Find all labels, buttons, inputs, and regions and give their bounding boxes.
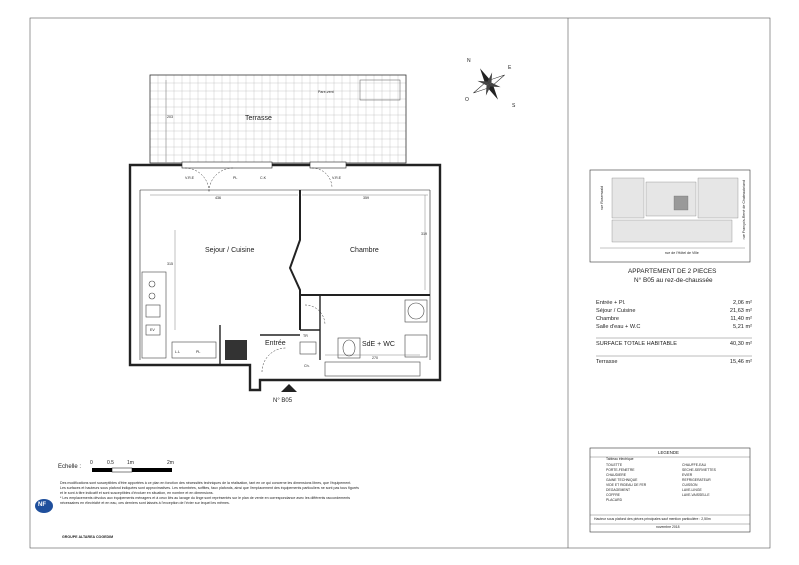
room-sde: SdE + WC — [362, 341, 395, 348]
dim-436: 436 — [215, 196, 221, 200]
compass-e: E — [508, 65, 512, 71]
note-line: Des modifications sont susceptibles d'être apportées à ce plan en fonction des nécessités techniques de la réalisation, tant en ce qui concerne les dimensions libres, que l'équipement. — [60, 481, 352, 485]
legend-title: LEGENDE — [658, 450, 679, 455]
area-row — [596, 308, 752, 316]
area-row — [596, 300, 752, 308]
legend — [590, 448, 750, 532]
room-chambre: Chambre — [350, 247, 379, 254]
area-value: 2,06 m² — [733, 300, 752, 306]
legend-right-item: LAVE-LINGE — [682, 488, 702, 492]
label-pare-vent: Pare-vent — [318, 90, 334, 94]
total-row — [596, 341, 752, 349]
dim-359: 359 — [363, 196, 369, 200]
label-vr-2: V.R.E — [332, 176, 342, 180]
compass-s: S — [512, 103, 516, 109]
label-tr: TR — [303, 334, 308, 338]
apartment-walls — [130, 165, 440, 390]
street-right: rue François-René de Chateaubriand — [742, 180, 746, 240]
dim-319: 319 — [421, 232, 427, 236]
label-vr-1: V.R.E — [185, 176, 195, 180]
room-terrasse: Terrasse — [245, 115, 272, 122]
scale-tick-0: 0 — [90, 460, 93, 466]
label-ch: Ch. — [304, 364, 310, 368]
location-map-blocks — [612, 178, 738, 242]
scale-bar — [92, 468, 172, 472]
window-openings — [182, 162, 346, 168]
apartment-lot: N° B05 au rez-de-chaussée — [634, 277, 713, 284]
scale-tick-05: 0.5 — [107, 460, 114, 466]
note-line: et le sont à titre indicatif et sont susceptibles d'évoluer en situation, en nombre et en dimensions. — [60, 491, 214, 495]
scale-tick-1m: 1m — [127, 460, 134, 466]
total-label: SURFACE TOTALE HABITABLE — [596, 341, 678, 347]
brand-footer: GROUPE ALTAREA COGEDIM — [62, 535, 114, 539]
compass-o: O — [465, 97, 469, 103]
legend-left-item: GAINE TECHNIQUE — [606, 478, 638, 482]
area-label: Salle d'eau + W.C — [596, 324, 641, 330]
room-sejour: Sejour / Cuisine — [205, 247, 255, 254]
area-value: 5,21 m² — [733, 324, 752, 330]
legend-left-item: COFFRE — [606, 493, 620, 497]
legend-right-item: SECHE-SERVIETTES — [682, 468, 716, 472]
legend-right-item: EVIER — [682, 473, 693, 477]
disclaimer-notes — [60, 481, 500, 506]
total-value: 40,30 m² — [729, 341, 752, 347]
legend-date: novembre 2018 — [656, 525, 680, 529]
nf-logo-text: NF — [38, 502, 46, 508]
entrance-arrow — [281, 384, 297, 392]
area-label: Chambre — [596, 316, 620, 322]
dim-270: 270 — [372, 356, 378, 360]
legend-header: Tableau électrique — [606, 457, 634, 461]
legend-left-item: PORTE-FENETRE — [606, 468, 635, 472]
door-swings — [185, 168, 332, 372]
dim-203: 203 — [167, 115, 173, 119]
scale-tick-2m: 2m — [167, 460, 174, 466]
legend-right-item: CUISSON — [682, 483, 698, 487]
compass-n: N — [467, 58, 471, 64]
area-value: 11,40 m² — [730, 316, 752, 322]
note-line: Les surfaces et hauteurs sous plafond indiquées sont approximatives. Les retombées, soffites, faux plafonds, ainsi que l'emplacement des équipements particuliers ne sont pas tous figurés — [60, 486, 359, 490]
apartment-type: APPARTEMENT DE 2 PIECES — [628, 268, 717, 275]
street-bottom: rue de l'Hôtel de Ville — [665, 251, 699, 255]
terrasse-label: Terrasse — [596, 359, 618, 365]
legend-right-item: LAVE-VAISSELLE — [682, 493, 710, 497]
terrasse-value: 15,46 m² — [729, 359, 752, 365]
compass-rose — [472, 67, 506, 101]
area-label: Entrée + Pl. — [596, 300, 626, 306]
terrasse-row — [596, 359, 752, 367]
legend-left-item: PLACARD — [606, 498, 623, 502]
area-value: 21,63 m² — [729, 308, 752, 314]
area-label: Séjour / Cuisine — [596, 308, 636, 314]
label-pl2: PL — [196, 350, 201, 354]
label-ev: EV — [150, 328, 155, 332]
area-row — [596, 316, 752, 324]
areas-table — [596, 300, 752, 390]
street-left: rue Rosenwald — [600, 186, 604, 210]
terrace-paving — [150, 75, 406, 163]
legend-right-item: CHAUFFE-EAU — [682, 463, 707, 467]
area-row — [596, 324, 752, 332]
legend-left-item: DEGAGEMENT — [606, 488, 631, 492]
lot-marker: N° B05 — [273, 398, 293, 404]
note-line: * Les emplacements dévolus aux équipements ménagers et à ceux liés au lavage du linge sont représentés sur le plan de vente en correspondance avec les différents raccordements — [60, 496, 351, 500]
label-pl: PL — [233, 176, 238, 180]
legend-left-item: VIDE ET RIDEAU DE FER — [606, 483, 647, 487]
dim-315: 315 — [167, 262, 173, 266]
legend-footer: Hauteur sous plafond des pièces principales sauf mention particulière : 2,50m — [594, 517, 711, 521]
technical-shaft — [225, 340, 247, 360]
scale-label: Echelle : — [58, 464, 82, 470]
label-ck: C.K — [260, 176, 266, 180]
legend-left-item: CHAUDIERE — [606, 473, 626, 477]
room-entree: Entrée — [265, 340, 286, 347]
kitchen-counter — [142, 272, 216, 358]
note-line: nécessaires en électricité et en eau, ces derniers sont laissés à l'exception de l'évier sur lequel les mêmes. — [60, 501, 230, 505]
bathroom-fixtures — [300, 300, 427, 376]
legend-right-item: REFRIGERATEUR — [682, 478, 711, 482]
legend-left-item: TOILETTE — [606, 463, 623, 467]
label-ll: L.L — [175, 350, 180, 354]
dimension-lines — [150, 80, 428, 355]
